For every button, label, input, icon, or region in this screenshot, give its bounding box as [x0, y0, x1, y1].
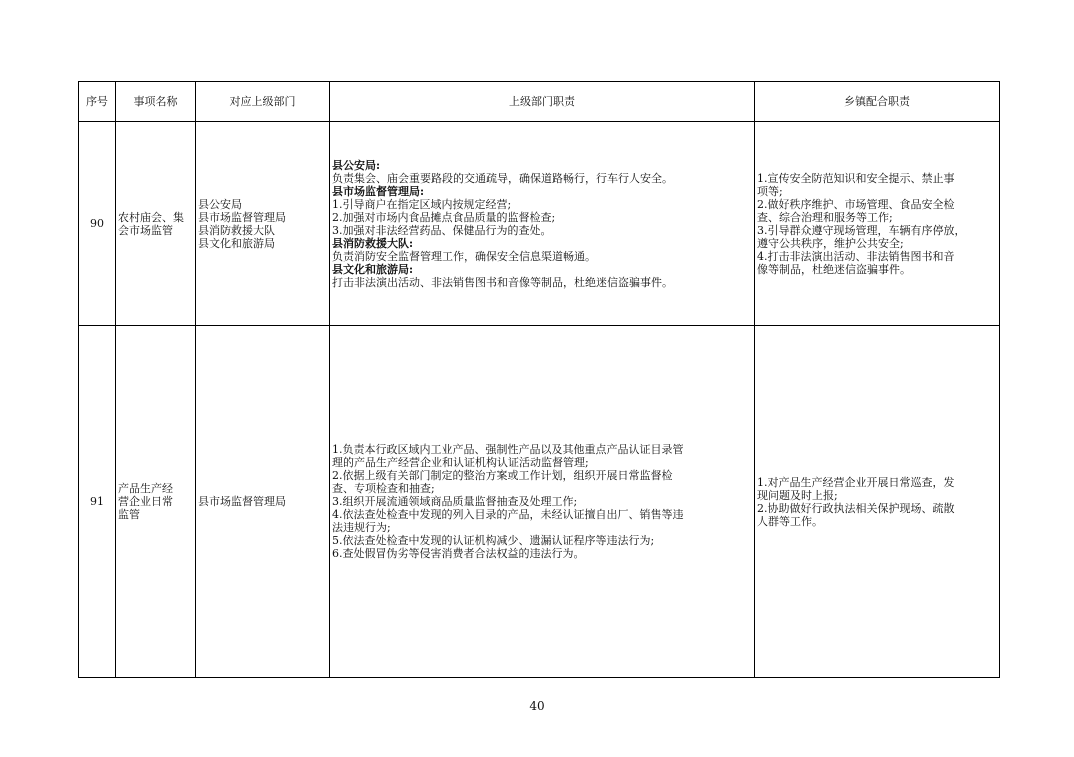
text-line: 打击非法演出活动、非法销售图书和音像等制品，杜绝迷信盗骗事件。 [332, 275, 673, 289]
text-line: 遵守公共秩序，维护公共安全; [757, 236, 904, 250]
text-line: 农村庙会、集 [118, 210, 184, 224]
header-serial: 序号 [79, 82, 116, 122]
row-township-duty [755, 326, 1000, 678]
text-line: 县市场监督管理局 [198, 495, 286, 508]
text-line: 法违规行为; [332, 521, 391, 534]
row-superior-duty [330, 326, 755, 678]
row-superior-duty [330, 122, 755, 326]
text-line: 像等制品，杜绝迷信盗骗事件。 [757, 262, 911, 276]
row-superior-dept [196, 326, 330, 678]
header-superior-duty: 上级部门职责 [330, 82, 755, 122]
text-line: 负责消防安全监督管理工作，确保安全信息渠道畅通。 [332, 249, 596, 263]
text-line: 县公安局 [198, 197, 242, 211]
text-line: 2.加强对市场内食品摊点食品质量的监督检查; [332, 210, 556, 224]
table-header-row [79, 82, 1000, 122]
text-line: 营企业日常 [118, 495, 173, 508]
header-superior-dept: 对应上级部门 [196, 82, 330, 122]
text-line: 县文化和旅游局: [332, 262, 414, 276]
text-line: 2.依据上级有关部门制定的整治方案或工作计划，组织开展日常监督检 [332, 469, 673, 482]
header-item-name: 事项名称 [116, 82, 196, 122]
table-row [79, 326, 1000, 678]
row-item-name [116, 326, 196, 678]
text-line: 理的产品生产经营企业和认证机构认证活动监督管理; [332, 456, 589, 469]
text-line: 人群等工作。 [757, 514, 823, 528]
text-line: 会市场监管 [118, 223, 173, 237]
row-item-name [116, 122, 196, 326]
text-line: 4.打击非法演出活动、非法销售图书和音 [757, 249, 955, 263]
text-line: 县公安局: [332, 158, 381, 172]
text-line: 查、综合治理和服务等工作; [757, 210, 893, 224]
text-line: 产品生产经 [118, 482, 173, 495]
text-line: 监管 [118, 508, 140, 521]
text-line: 3.组织开展流通领域商品质量监督抽查及处理工作; [332, 495, 578, 508]
text-line: 县消防救援大队: [332, 236, 414, 250]
text-line: 1.引导商户在指定区域内按规定经营; [332, 197, 512, 211]
text-line: 项等; [757, 184, 783, 198]
text-line: 现问题及时上报; [757, 488, 838, 502]
text-line: 县市场监督管理局 [198, 210, 286, 224]
text-line: 2.协助做好行政执法相关保护现场、疏散 [757, 501, 955, 515]
row-superior-dept [196, 122, 330, 326]
table-row [79, 122, 1000, 326]
row-serial: 90 [79, 122, 116, 326]
text-line: 4.依法查处检查中发现的列入目录的产品，未经认证擅自出厂、销售等违 [332, 508, 684, 521]
row-serial: 91 [79, 326, 116, 678]
text-line: 1.负责本行政区域内工业产品、强制性产品以及其他重点产品认证目录管 [332, 443, 684, 456]
text-line: 1.对产品生产经营企业开展日常巡查，发 [757, 475, 955, 489]
text-line: 查、专项检查和抽查; [332, 482, 435, 495]
text-line: 6.查处假冒伪劣等侵害消费者合法权益的违法行为。 [332, 547, 585, 560]
text-line: 1.宣传安全防范知识和安全提示、禁止事 [757, 171, 955, 185]
text-line: 县市场监督管理局: [332, 184, 425, 198]
header-township-duty: 乡镇配合职责 [755, 82, 1000, 122]
text-line: 3.加强对非法经营药品、保健品行为的查处。 [332, 223, 552, 237]
page-number: 40 [529, 699, 545, 713]
text-line: 县文化和旅游局 [198, 236, 275, 250]
text-line: 负责集会、庙会重要路段的交通疏导，确保道路畅行，行车行人安全。 [332, 171, 673, 185]
duty-table [78, 81, 1000, 678]
text-line: 县消防救援大队 [198, 223, 275, 237]
text-line: 3.引导群众遵守现场管理，车辆有序停放， [757, 223, 966, 237]
text-line: 2.做好秩序维护、市场管理、食品安全检 [757, 197, 955, 211]
row-township-duty [755, 122, 1000, 326]
text-line: 5.依法查处检查中发现的认证机构减少、遗漏认证程序等违法行为; [332, 534, 655, 547]
